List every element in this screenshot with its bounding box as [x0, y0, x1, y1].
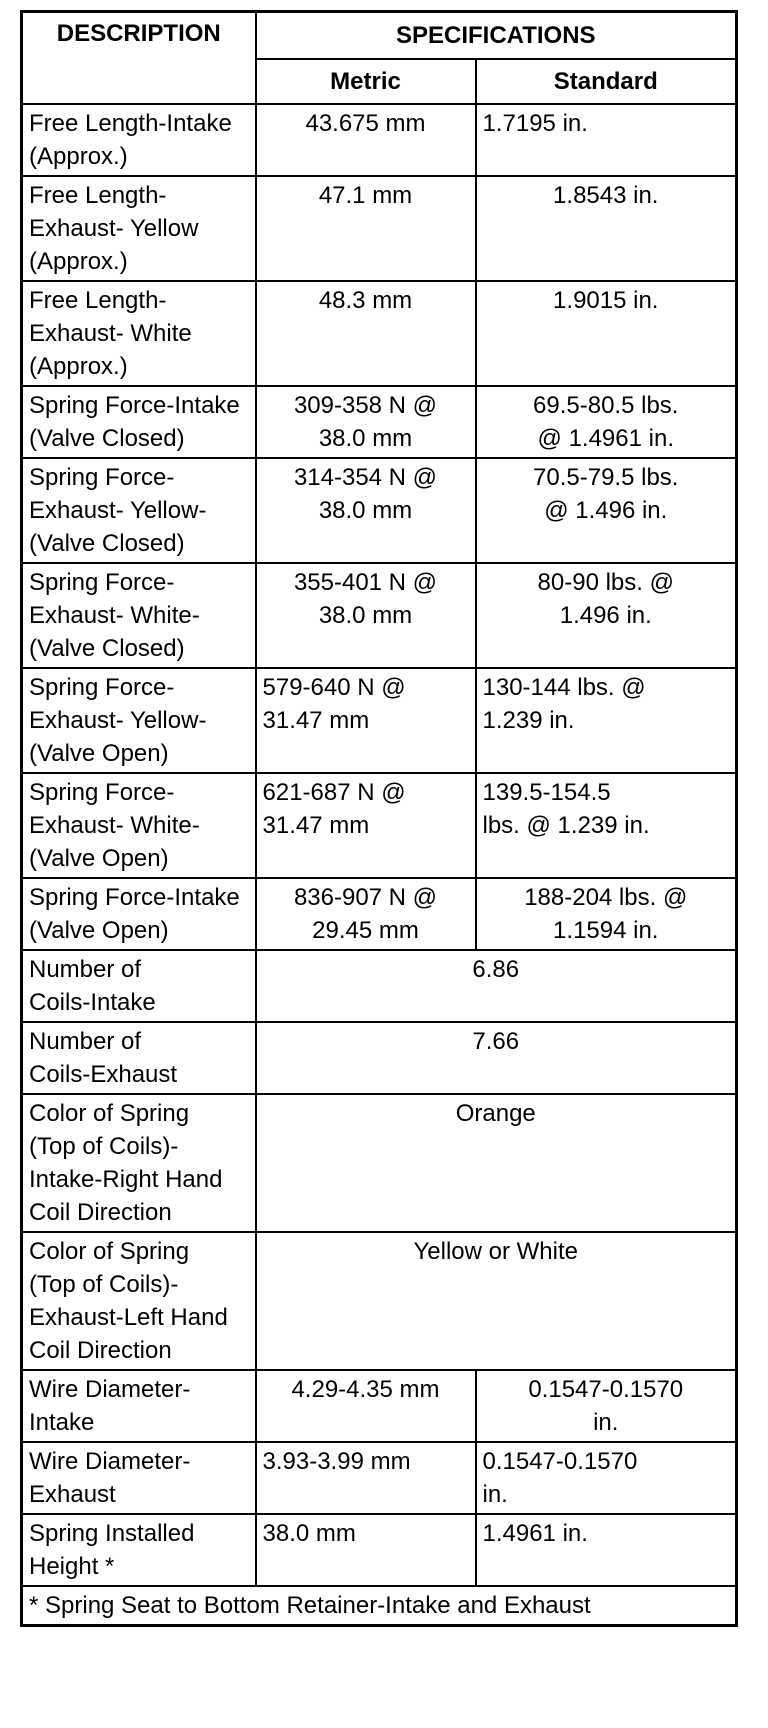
standard-cell [476, 281, 737, 386]
cell-line: Exhaust- Yellow- [29, 707, 207, 734]
cell-line: @ 1.4961 in. [537, 425, 674, 452]
standard-cell [476, 563, 737, 668]
cell-line: Spring Force- [29, 779, 175, 806]
description-cell [22, 458, 256, 563]
standard-cell [476, 458, 737, 563]
cell-line: 309-358 N @ [293, 392, 438, 419]
description-cell [22, 104, 256, 176]
description-cell [22, 386, 256, 458]
cell-line: 47.1 mm [318, 182, 413, 209]
cell-line: Spring Installed [29, 1520, 195, 1547]
spec-body [22, 104, 737, 1586]
cell-line: 38.0 mm [318, 602, 413, 629]
table-row [22, 1442, 737, 1514]
table-row [22, 1514, 737, 1586]
metric-cell [256, 176, 476, 281]
merged-value-cell: 7.66 [256, 1022, 737, 1094]
description-cell [22, 668, 256, 773]
description-header: DESCRIPTION [22, 12, 256, 105]
cell-line: Exhaust- Yellow- [29, 497, 207, 524]
description-cell [22, 1514, 256, 1586]
cell-line: 1.4961 in. [482, 1520, 588, 1547]
standard-cell [476, 668, 737, 773]
metric-cell [256, 773, 476, 878]
metric-cell [256, 563, 476, 668]
cell-line: Exhaust- White- [29, 602, 200, 629]
cell-line: Wire Diameter- [29, 1448, 191, 1475]
cell-line: 29.45 mm [312, 917, 419, 944]
cell-line: Number of [29, 1028, 142, 1055]
cell-line: 38.0 mm [318, 497, 413, 524]
cell-line: 1.239 in. [482, 707, 575, 734]
standard-cell [476, 773, 737, 878]
table-row [22, 563, 737, 668]
cell-line: Exhaust-Left Hand [29, 1304, 228, 1331]
cell-line: Exhaust [29, 1481, 116, 1508]
cell-line: Intake-Right Hand [29, 1166, 223, 1193]
cell-line: Coils-Intake [29, 989, 156, 1016]
header-row-top [22, 12, 737, 60]
cell-line: (Valve Open) [29, 740, 169, 767]
cell-line: Exhaust- White- [29, 812, 200, 839]
table-row [22, 281, 737, 386]
cell-line: Height * [29, 1553, 115, 1580]
metric-cell [256, 1514, 476, 1586]
cell-line: Exhaust- White [29, 320, 192, 347]
metric-cell [256, 458, 476, 563]
cell-line: 70.5-79.5 lbs. [533, 464, 679, 491]
table-row [22, 458, 737, 563]
metric-cell [256, 668, 476, 773]
table-row [22, 878, 737, 950]
description-cell [22, 563, 256, 668]
valve-spring-spec-table [20, 10, 738, 1627]
cell-line: (Top of Coils)- [29, 1271, 179, 1298]
description-cell [22, 950, 256, 1022]
cell-line: (Approx.) [29, 143, 128, 170]
cell-line: (Approx.) [29, 248, 128, 275]
standard-cell [476, 1442, 737, 1514]
table-row [22, 104, 737, 176]
cell-line: Wire Diameter- [29, 1376, 191, 1403]
cell-line: 43.675 mm [305, 110, 426, 137]
cell-line: 0.1547-0.1570 [482, 1448, 638, 1475]
metric-cell [256, 878, 476, 950]
merged-value-cell: Orange [256, 1094, 737, 1232]
cell-line: 38.0 mm [262, 1520, 356, 1547]
metric-cell [256, 104, 476, 176]
metric-header: Metric [256, 59, 476, 104]
cell-line: Intake [29, 1409, 95, 1436]
cell-line: 139.5-154.5 [482, 779, 611, 806]
cell-line: 3.93-3.99 mm [262, 1448, 411, 1475]
cell-line: 1.8543 in. [553, 182, 659, 209]
description-cell [22, 281, 256, 386]
cell-line: 38.0 mm [318, 425, 413, 452]
cell-line: 80-90 lbs. @ [537, 569, 674, 596]
cell-line: in. [482, 1481, 508, 1508]
cell-line: 355-401 N @ [293, 569, 438, 596]
cell-line: 4.29-4.35 mm [291, 1376, 440, 1403]
cell-line: 1.9015 in. [553, 287, 659, 314]
cell-line: 1.1594 in. [553, 917, 659, 944]
cell-line: Spring Force-Intake [29, 392, 240, 419]
cell-line: Exhaust- Yellow [29, 215, 199, 242]
table-row [22, 668, 737, 773]
description-cell [22, 773, 256, 878]
table-row [22, 1022, 737, 1094]
cell-line: 314-354 N @ [293, 464, 438, 491]
specifications-header: SPECIFICATIONS [256, 12, 737, 60]
cell-line: Free Length- [29, 287, 167, 314]
merged-value-cell: Yellow or White [256, 1232, 737, 1370]
cell-line: Color of Spring [29, 1100, 190, 1127]
table-row [22, 1094, 737, 1232]
cell-line: Spring Force- [29, 464, 175, 491]
cell-line: 188-204 lbs. @ [524, 884, 688, 911]
cell-line: 836-907 N @ [293, 884, 438, 911]
cell-line: 48.3 mm [318, 287, 413, 314]
table-row [22, 950, 737, 1022]
metric-cell [256, 1370, 476, 1442]
cell-line: @ 1.496 in. [544, 497, 668, 524]
cell-line: 130-144 lbs. @ [482, 674, 646, 701]
metric-cell [256, 1442, 476, 1514]
cell-line: in. [593, 1409, 619, 1436]
cell-line: (Valve Open) [29, 845, 169, 872]
cell-line: 69.5-80.5 lbs. [533, 392, 679, 419]
standard-cell [476, 104, 737, 176]
footnote-row [22, 1586, 737, 1626]
metric-cell [256, 281, 476, 386]
cell-line: (Top of Coils)- [29, 1133, 179, 1160]
cell-line: Coils-Exhaust [29, 1061, 178, 1088]
standard-cell [476, 878, 737, 950]
cell-line: (Valve Closed) [29, 530, 185, 557]
table-row [22, 773, 737, 878]
table-row [22, 1232, 737, 1370]
cell-line: 31.47 mm [262, 707, 370, 734]
cell-line: Spring Force-Intake [29, 884, 240, 911]
standard-header: Standard [476, 59, 737, 104]
merged-value-cell: 6.86 [256, 950, 737, 1022]
cell-line: 1.496 in. [559, 602, 652, 629]
cell-line: Free Length- [29, 182, 167, 209]
cell-line: 31.47 mm [262, 812, 370, 839]
cell-line: 1.7195 in. [482, 110, 588, 137]
table-row [22, 1370, 737, 1442]
cell-line: 0.1547-0.1570 [528, 1376, 684, 1403]
cell-line: (Approx.) [29, 353, 128, 380]
description-cell [22, 1022, 256, 1094]
standard-cell [476, 386, 737, 458]
cell-line: 579-640 N @ [262, 674, 406, 701]
metric-cell [256, 386, 476, 458]
cell-line: lbs. @ 1.239 in. [482, 812, 650, 839]
cell-line: (Valve Closed) [29, 425, 185, 452]
cell-line: Free Length-Intake [29, 110, 232, 137]
description-cell [22, 176, 256, 281]
description-cell [22, 1094, 256, 1232]
cell-line: 621-687 N @ [262, 779, 406, 806]
standard-cell [476, 1514, 737, 1586]
table-row [22, 386, 737, 458]
description-cell [22, 1232, 256, 1370]
footnote: * Spring Seat to Bottom Retainer-Intake and Exhaust [22, 1586, 737, 1626]
standard-cell [476, 176, 737, 281]
cell-line: (Valve Closed) [29, 635, 185, 662]
standard-cell [476, 1370, 737, 1442]
table-row [22, 176, 737, 281]
cell-line: Spring Force- [29, 569, 175, 596]
description-cell [22, 1442, 256, 1514]
cell-line: Color of Spring [29, 1238, 190, 1265]
cell-line: Coil Direction [29, 1199, 172, 1226]
cell-line: Coil Direction [29, 1337, 172, 1364]
cell-line: Spring Force- [29, 674, 175, 701]
cell-line: (Valve Open) [29, 917, 169, 944]
cell-line: Number of [29, 956, 142, 983]
description-cell [22, 878, 256, 950]
description-cell [22, 1370, 256, 1442]
